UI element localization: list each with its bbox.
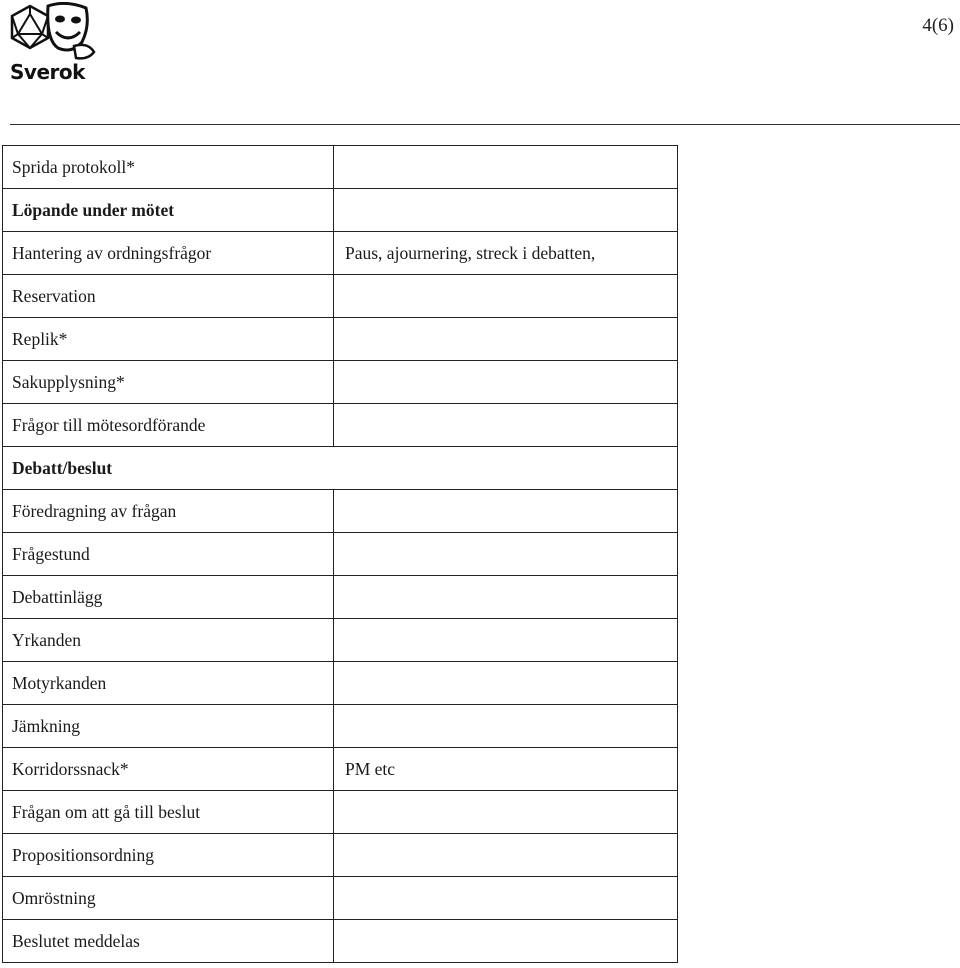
table-row <box>3 662 678 705</box>
agenda-table <box>2 145 678 963</box>
table-row <box>3 920 678 963</box>
sverok-logo <box>8 2 100 88</box>
agenda-item-label: Jämkning <box>3 705 334 748</box>
agenda-item-label: Beslutet meddelas <box>3 920 334 963</box>
agenda-item-note <box>334 619 678 662</box>
agenda-item-note <box>334 834 678 877</box>
header-divider <box>10 124 960 125</box>
agenda-item-label: Debattinlägg <box>3 576 334 619</box>
table-row <box>3 576 678 619</box>
table-row <box>3 619 678 662</box>
agenda-item-label: Yrkanden <box>3 619 334 662</box>
agenda-item-label: Motyrkanden <box>3 662 334 705</box>
agenda-item-note <box>334 275 678 318</box>
table-row <box>3 533 678 576</box>
agenda-item-note <box>334 662 678 705</box>
table-row <box>3 877 678 920</box>
table-row <box>3 447 678 490</box>
agenda-item-note: PM etc <box>334 748 678 791</box>
agenda-item-note <box>334 404 678 447</box>
agenda-item-note: Paus, ajournering, streck i debatten, <box>334 232 678 275</box>
table-row <box>3 404 678 447</box>
agenda-item-note <box>334 189 678 232</box>
table-row <box>3 318 678 361</box>
logo-wordmark: Sverok <box>10 60 85 84</box>
table-row <box>3 791 678 834</box>
agenda-item-note <box>334 920 678 963</box>
agenda-item-note <box>334 576 678 619</box>
agenda-item-label: Korridorssnack* <box>3 748 334 791</box>
agenda-item-label: Propositionsordning <box>3 834 334 877</box>
agenda-item-label: Reservation <box>3 275 334 318</box>
agenda-item-note <box>334 318 678 361</box>
agenda-item-label: Frågestund <box>3 533 334 576</box>
table-row <box>3 232 678 275</box>
agenda-item-label: Föredragning av frågan <box>3 490 334 533</box>
table-row <box>3 705 678 748</box>
table-row <box>3 361 678 404</box>
agenda-item-note <box>334 705 678 748</box>
agenda-item-note <box>334 146 678 189</box>
agenda-item-label: Frågan om att gå till beslut <box>3 791 334 834</box>
agenda-item-label: Hantering av ordningsfrågor <box>3 232 334 275</box>
theatre-mask-icon <box>8 2 100 64</box>
table-row <box>3 748 678 791</box>
table-row <box>3 189 678 232</box>
table-row <box>3 275 678 318</box>
page-number: 4(6) <box>922 15 954 36</box>
agenda-item-label: Replik* <box>3 318 334 361</box>
agenda-item-note <box>334 533 678 576</box>
section-heading: Löpande under mötet <box>3 189 334 232</box>
table-row <box>3 834 678 877</box>
agenda-item-label: Omröstning <box>3 877 334 920</box>
agenda-item-note <box>334 490 678 533</box>
agenda-item-label: Sakupplysning* <box>3 361 334 404</box>
table-row <box>3 146 678 189</box>
agenda-item-note <box>334 791 678 834</box>
agenda-item-note <box>334 361 678 404</box>
section-heading: Debatt/beslut <box>3 447 678 490</box>
agenda-item-label: Frågor till mötesordförande <box>3 404 334 447</box>
table-row <box>3 490 678 533</box>
agenda-item-label: Sprida protokoll* <box>3 146 334 189</box>
agenda-item-note <box>334 877 678 920</box>
